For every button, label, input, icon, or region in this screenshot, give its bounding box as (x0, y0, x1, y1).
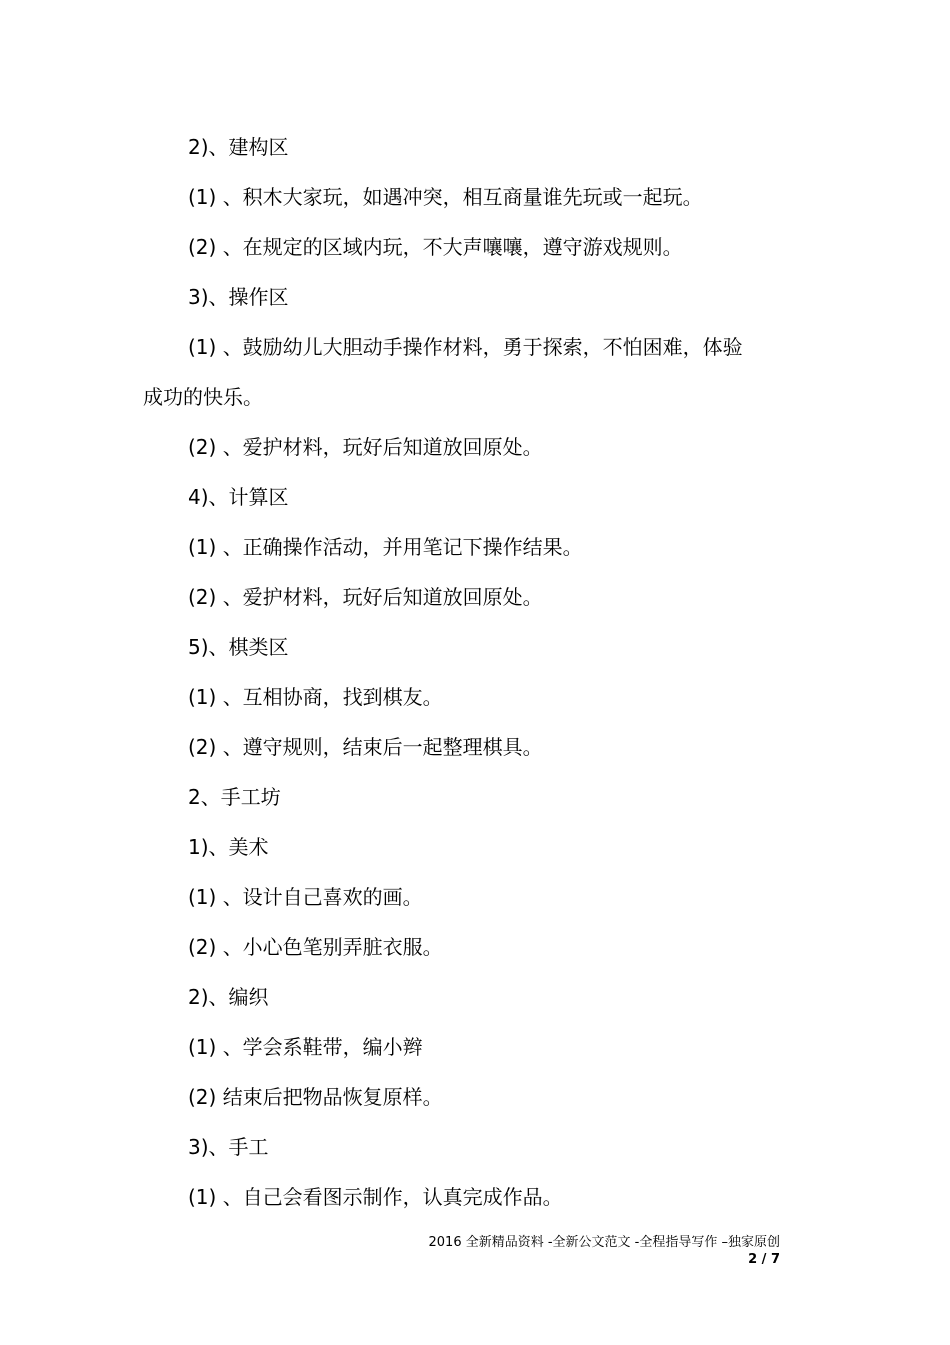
paragraph-continuation: 成功的快乐。 (143, 385, 263, 409)
paragraph: 5)、棋类区 (188, 635, 289, 659)
paragraph: 2)、建构区 (188, 135, 289, 159)
paragraph: (1) 、积木大家玩，如遇冲突，相互商量谁先玩或一起玩。 (188, 185, 703, 209)
paragraph: (2) 、遵守规则，结束后一起整理棋具。 (188, 735, 543, 759)
page-number: 2 / 7 (748, 1252, 780, 1267)
document-body (143, 122, 783, 1222)
paragraph: 2)、编织 (188, 985, 269, 1009)
paragraph: (2) 、爱护材料，玩好后知道放回原处。 (188, 585, 543, 609)
paragraph: (1) 、自己会看图示制作，认真完成作品。 (188, 1185, 563, 1209)
paragraph: 3)、操作区 (188, 285, 289, 309)
paragraph: (1) 、设计自己喜欢的画。 (188, 885, 423, 909)
paragraph: 4)、计算区 (188, 485, 289, 509)
paragraph: (1) 、正确操作活动，并用笔记下操作结果。 (188, 535, 583, 559)
paragraph: 3)、手工 (188, 1135, 269, 1159)
paragraph: 1)、美术 (188, 835, 269, 859)
paragraph: (2) 、小心色笔别弄脏衣服。 (188, 935, 443, 959)
footer-tagline: 2016 全新精品资料 -全新公文范文 -全程指导写作 –独家原创 (428, 1235, 780, 1250)
paragraph: 2、手工坊 (188, 785, 281, 809)
paragraph: (2) 、在规定的区域内玩，不大声嚷嚷，遵守游戏规则。 (188, 235, 683, 259)
paragraph: (1) 、互相协商，找到棋友。 (188, 685, 443, 709)
paragraph: (1) 、鼓励幼儿大胆动手操作材料，勇于探索，不怕困难，体验 (188, 335, 743, 359)
paragraph: (1) 、学会系鞋带，编小辫 (188, 1035, 423, 1059)
paragraph: (2) 结束后把物品恢复原样。 (188, 1085, 443, 1109)
paragraph: (2) 、爱护材料，玩好后知道放回原处。 (188, 435, 543, 459)
